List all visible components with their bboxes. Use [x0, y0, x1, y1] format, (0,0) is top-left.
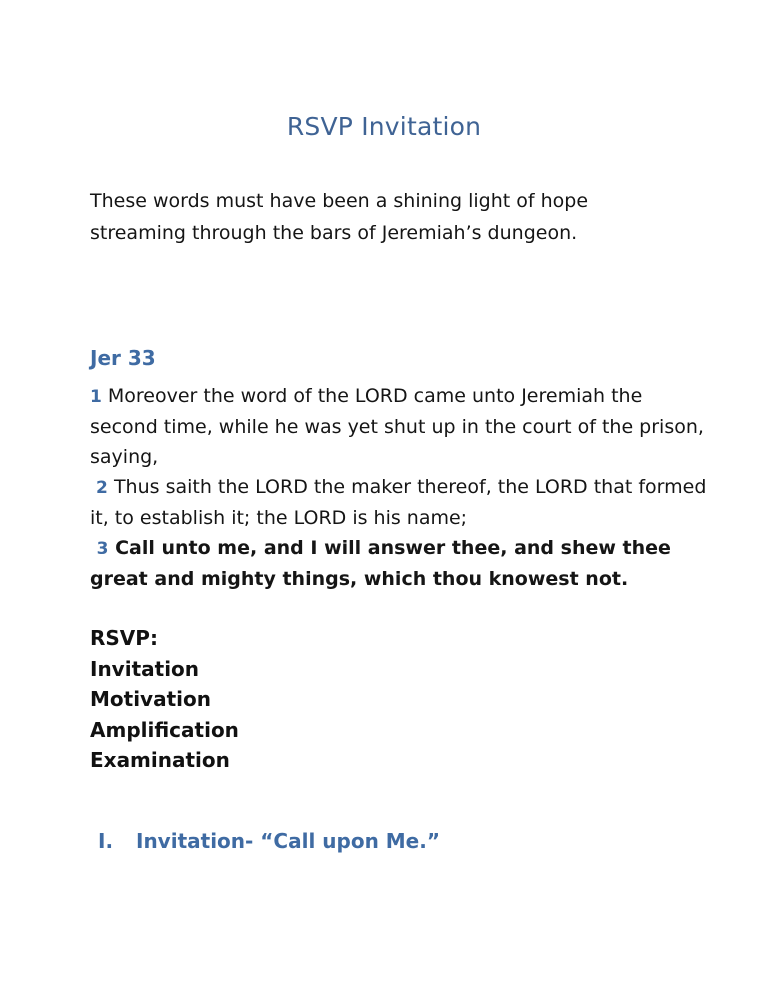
verse-text: Thus saith the LORD the maker thereof, the LORD that formed it, to establish it; the LORD is his name; — [90, 476, 707, 529]
section-heading — [98, 829, 440, 853]
rsvp-item: Motivation — [90, 687, 211, 711]
rsvp-item: Amplification — [90, 717, 239, 742]
rsvp-item: Invitation — [90, 656, 200, 681]
rsvp-item: Examination — [90, 748, 230, 772]
verse-text: Call unto me, and I will answer thee, and shew thee great and mighty things, which thou knowest not. — [90, 537, 671, 590]
verse-number: 2 — [96, 478, 108, 498]
rsvp-label: RSVP: — [90, 626, 158, 650]
scripture-verses — [90, 381, 710, 594]
scripture-reference: Jer 33 — [90, 346, 156, 370]
verse-number: 3 — [96, 539, 109, 559]
verse-1 — [90, 381, 710, 472]
page-title: RSVP Invitation — [286, 112, 482, 141]
verse-text: Moreover the word of the LORD came unto Jeremiah the second time, while he was yet shut up in the court of the prison, saying, — [90, 385, 704, 468]
verse-2 — [90, 472, 710, 533]
intro-line-2: streaming through the bars of Jeremiah’s dungeon. — [90, 222, 578, 244]
rsvp-list — [90, 623, 239, 776]
section-title: Invitation- “Call upon Me.” — [136, 829, 440, 853]
intro-paragraph — [90, 185, 710, 249]
verse-3 — [90, 533, 710, 594]
intro-line-1: These words must have been a shining light of hope — [90, 190, 589, 212]
section-number: I. — [98, 829, 114, 853]
verse-number: 1 — [90, 387, 102, 407]
